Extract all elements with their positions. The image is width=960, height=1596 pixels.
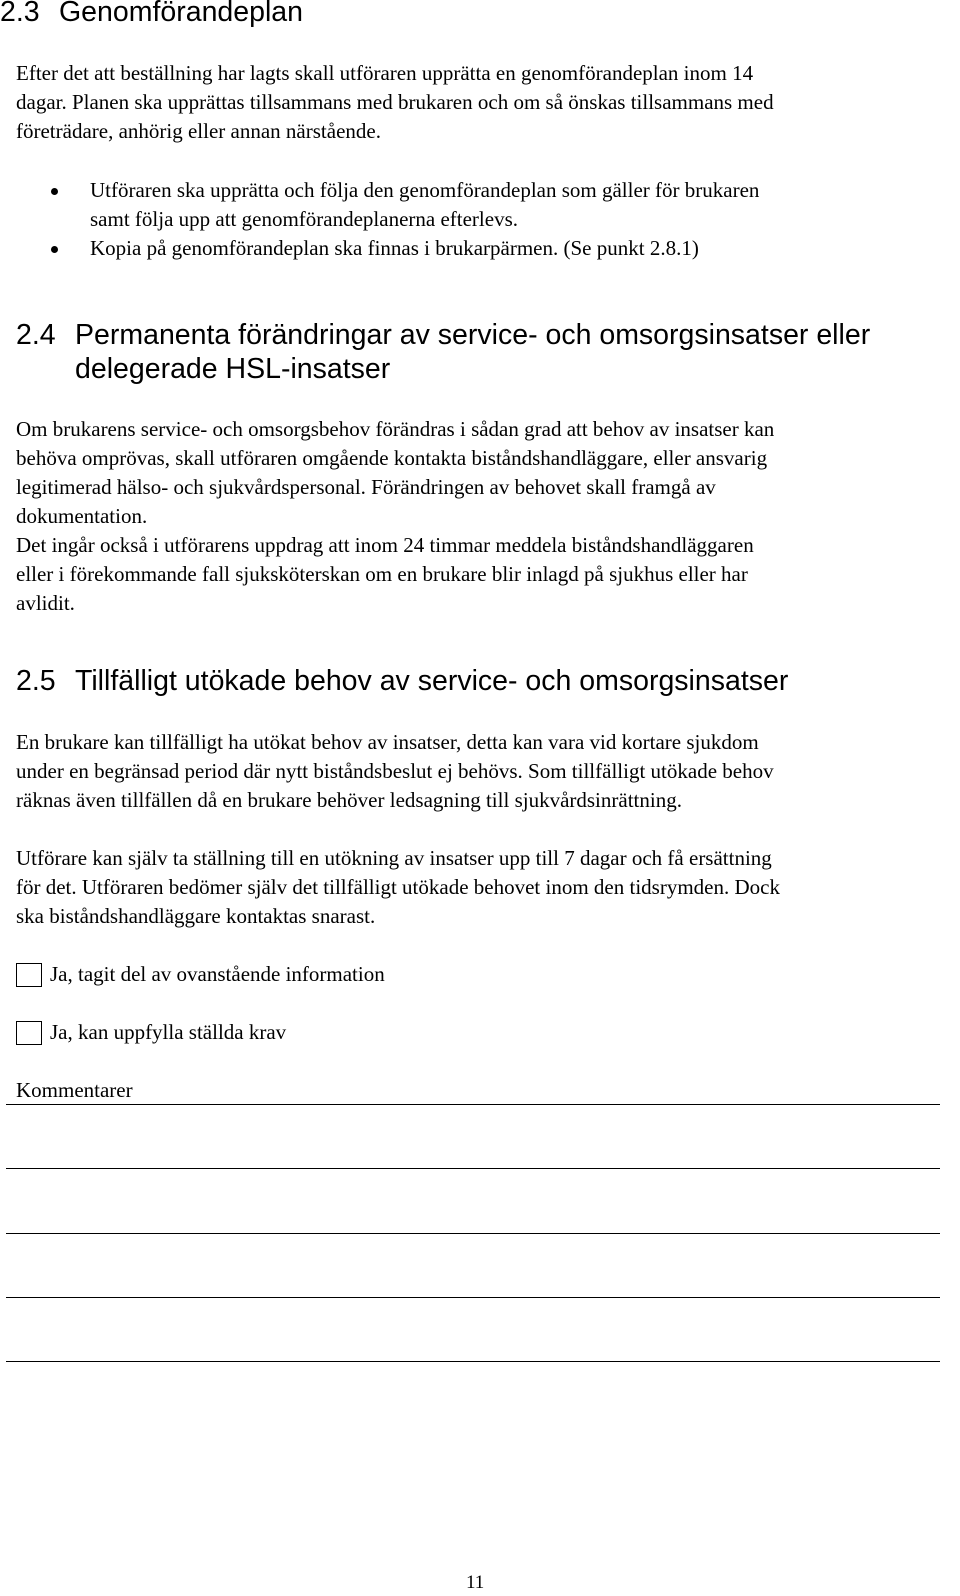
information-read-checkbox[interactable] [16,963,42,987]
paragraph-line: räknas även tillfällen då en brukare behöver ledsagning till sjukvårdsinrättning. [16,788,682,812]
section-2-5-paragraph-1 [16,728,774,815]
comments-label: Kommentarer [16,1078,133,1102]
page-number: 11 [466,1572,485,1593]
comment-line[interactable] [6,1233,940,1234]
bullet-line: samt följa upp att genomförandeplanerna efterlevs. [90,207,518,231]
bullet-dot [51,246,58,253]
paragraph-line: dokumentation. [16,504,148,528]
bullet-line: Kopia på genomförandeplan ska finnas i brukarpärmen. (Se punkt 2.8.1) [90,236,699,260]
section-title: Tillfälligt utökade behov av service- och omsorgsinsatser [75,665,789,697]
paragraph-line: En brukare kan tillfälligt ha utökat behov av insatser, detta kan vara vid kortare sjukdom [16,730,759,754]
comment-line[interactable] [6,1168,940,1169]
section-2-4-paragraph-1 [16,415,774,618]
paragraph-line: ska biståndshandläggare kontaktas snarast. [16,904,376,928]
comment-line[interactable] [6,1361,940,1362]
paragraph-line: behöva omprövas, skall utföraren omgående kontakta biståndshandläggare, eller ansvarig [16,446,768,470]
section-number: 2.3 [0,0,40,28]
paragraph-line: Det ingår också i utförarens uppdrag att inom 24 timmar meddela biståndshandläggaren [16,533,754,557]
paragraph-line: dagar. Planen ska upprättas tillsammans med brukaren och om så önskas tillsammans med [16,90,774,114]
section-title: Genomförandeplan [59,0,304,28]
comment-line[interactable] [6,1104,940,1105]
paragraph-line: Om brukarens service- och omsorgsbehov förändras i sådan grad att behov av insatser kan [16,417,775,441]
paragraph-line: för det. Utföraren bedömer själv det tillfälligt utökade behovet inom den tidsrymden. Dock [16,875,780,899]
section-2-3-heading [0,0,303,30]
paragraph-line: avlidit. [16,591,75,615]
checkbox-label: Ja, tagit del av ovanstående information [50,962,385,986]
section-2-4-heading-continuation: delegerade HSL-insatser [75,353,391,385]
paragraph-line: företrädare, anhörig eller annan närstående. [16,119,381,143]
comment-line[interactable] [6,1297,940,1298]
bullet-item [90,176,759,234]
section-number: 2.5 [16,665,56,697]
paragraph-line: legitimerad hälso- och sjukvårdspersonal. Förändringen av behovet skall framgå av [16,475,716,499]
paragraph-line: Utförare kan själv ta ställning till en utökning av insatser upp till 7 dagar och få ersättning [16,846,772,870]
section-2-3-paragraph [16,59,774,146]
section-title-line: Permanenta förändringar av service- och omsorgsinsatser eller [75,319,871,351]
requirements-met-checkbox[interactable] [16,1021,42,1045]
section-2-4-heading [16,318,870,353]
section-number: 2.4 [16,319,56,351]
section-2-5-heading [16,664,788,699]
bullet-item [90,234,699,263]
section-2-5-paragraph-2 [16,844,780,931]
bullet-line: Utföraren ska upprätta och följa den genomförandeplan som gäller för brukaren [90,178,760,202]
paragraph-line: under en begränsad period där nytt biståndsbeslut ej behövs. Som tillfälligt utökade behov [16,759,774,783]
paragraph-line: Efter det att beställning har lagts skall utföraren upprätta en genomförandeplan inom 14 [16,61,754,85]
checkbox-label: Ja, kan uppfylla ställda krav [50,1020,287,1044]
paragraph-line: eller i förekommande fall sjuksköterskan om en brukare blir inlagd på sjukhus eller har [16,562,748,586]
bullet-dot [51,188,58,195]
